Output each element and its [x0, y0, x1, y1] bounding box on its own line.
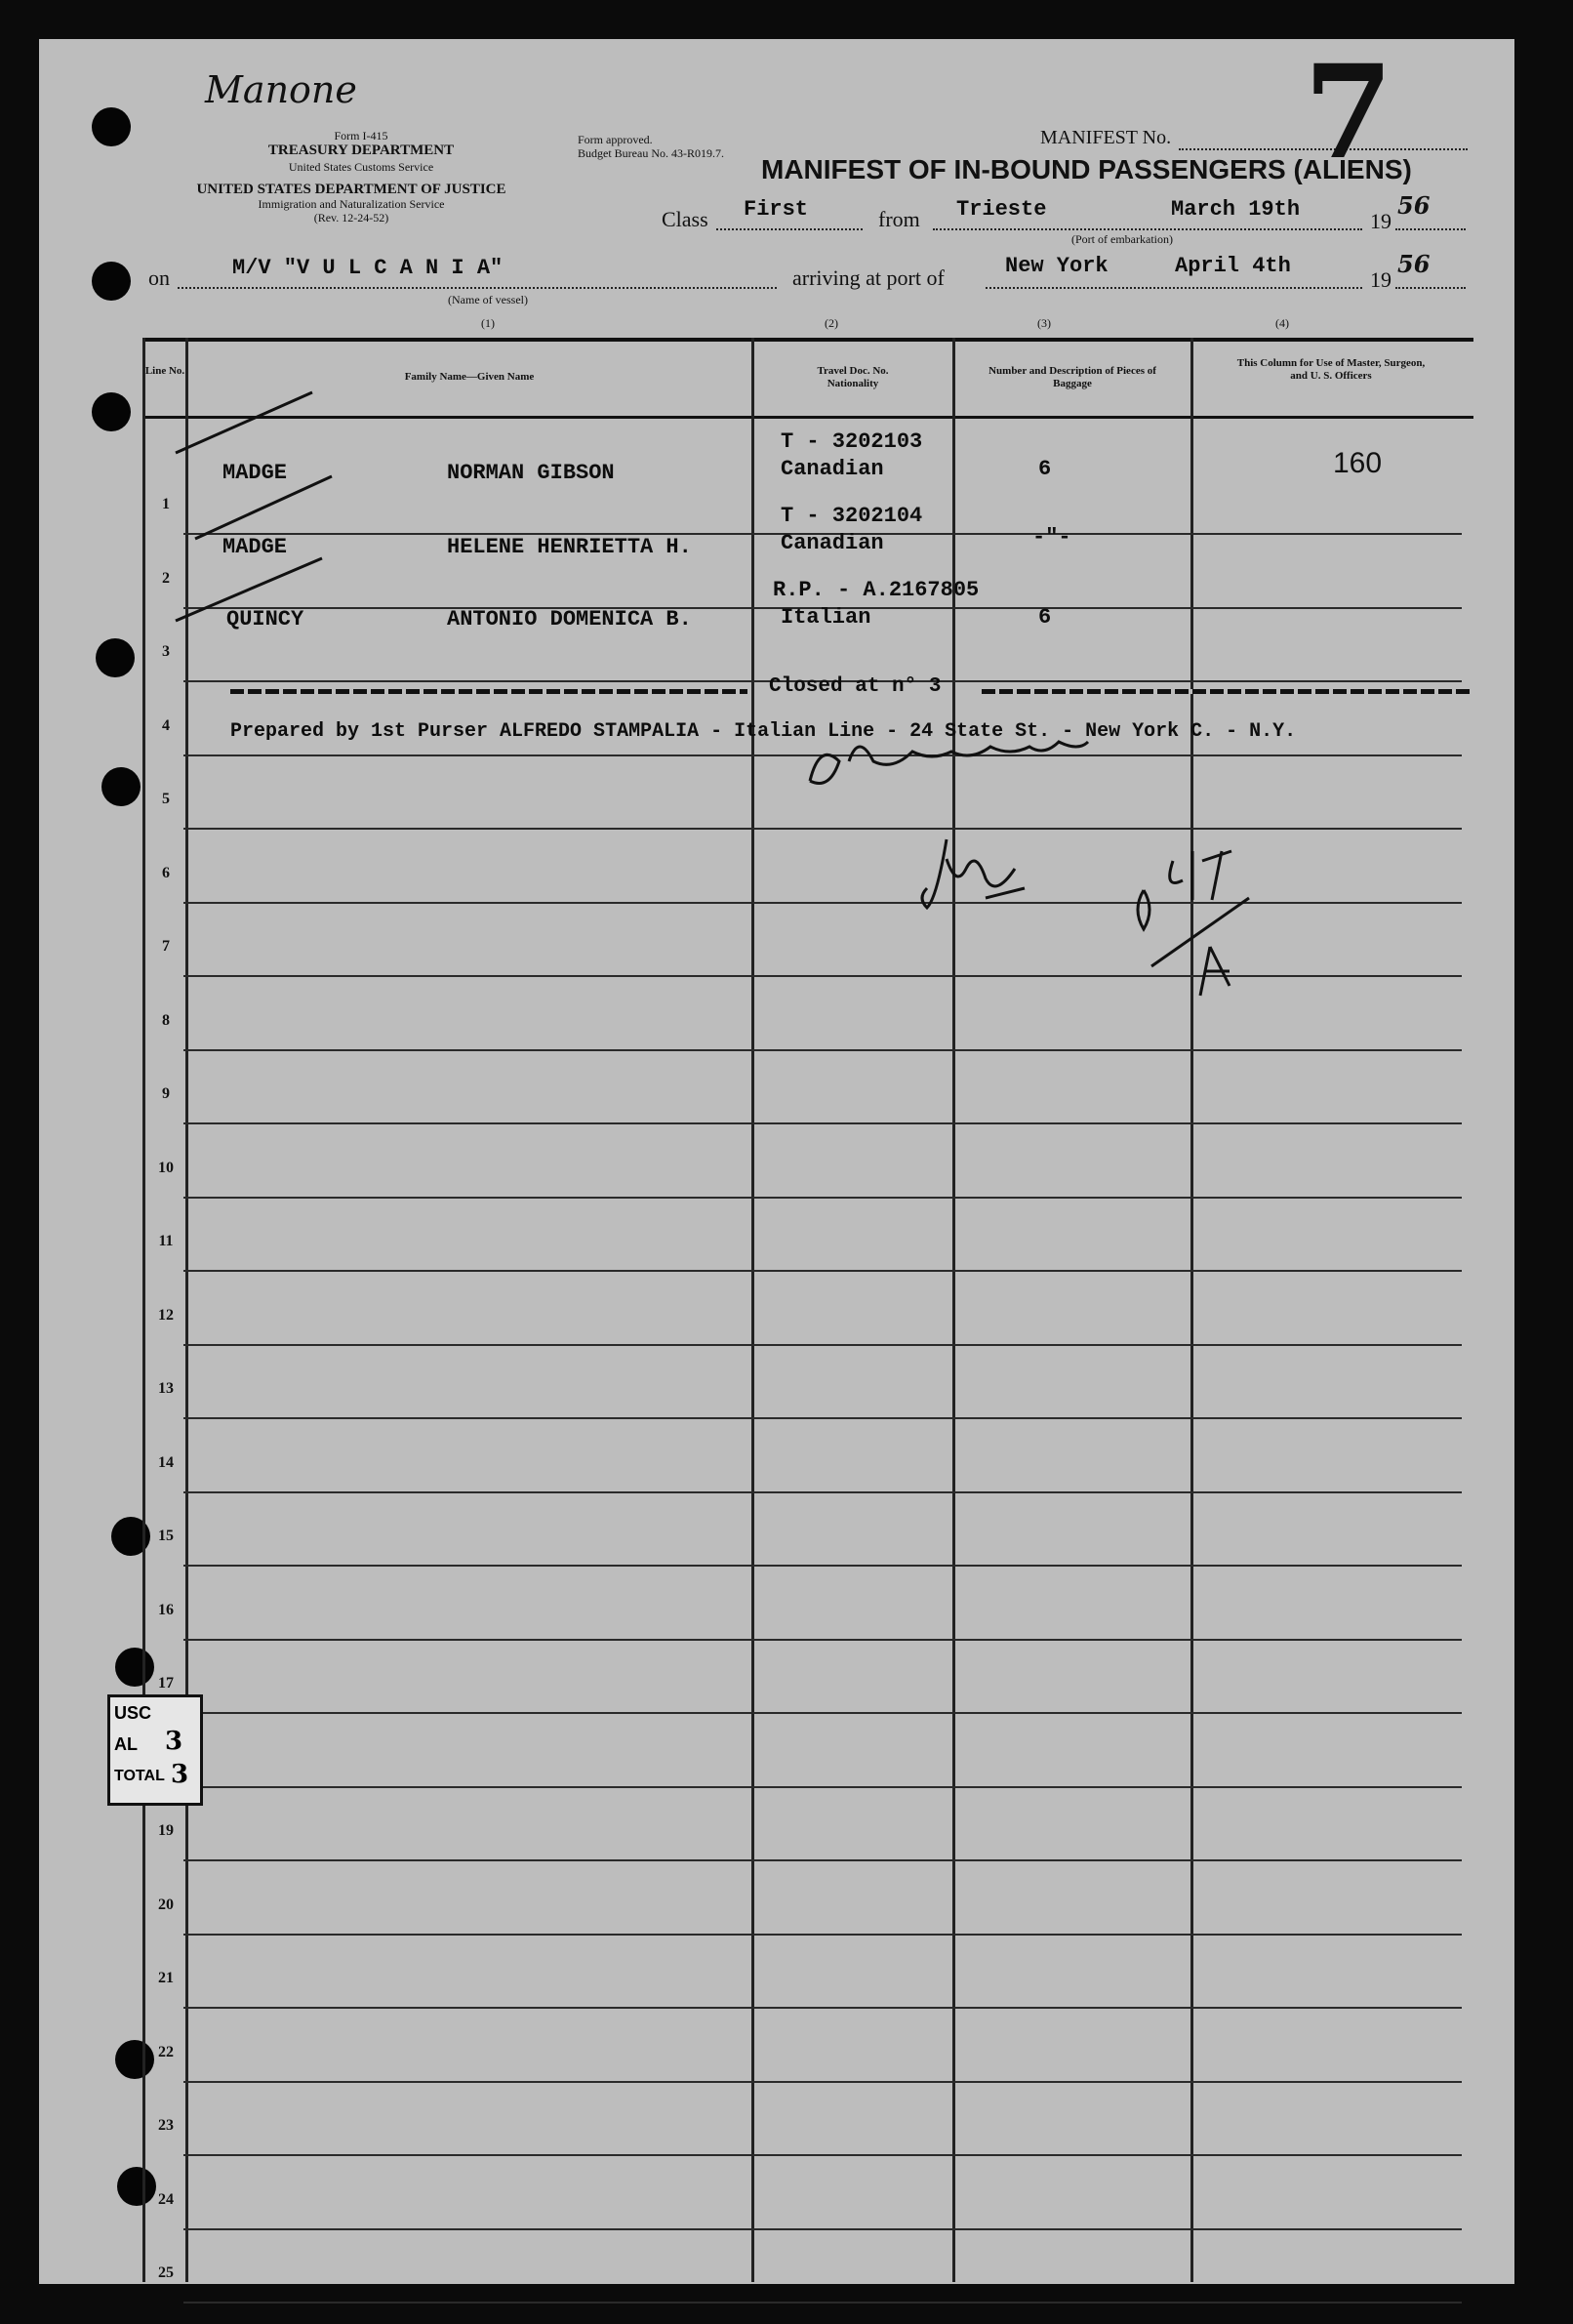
- handwritten-letter: [1200, 947, 1230, 996]
- passenger-3-doc: R.P. - A.2167805: [773, 578, 980, 602]
- line-number: 2: [162, 569, 170, 587]
- from-label: from: [878, 207, 920, 231]
- col-header-name: Family Name—Given Name: [404, 371, 535, 383]
- passenger-2-doc: T - 3202104: [781, 504, 923, 528]
- line-number: 21: [158, 1970, 174, 1986]
- strike-line-2: [195, 476, 332, 539]
- line-number: 22: [158, 2043, 174, 2060]
- line-number: 10: [158, 1159, 174, 1176]
- port-embark-caption: (Port of embarkation): [1071, 232, 1173, 246]
- from-value: Trieste: [956, 197, 1047, 222]
- revision-date: (Rev. 12-24-52): [313, 211, 389, 224]
- passenger-1-baggage: 6: [1038, 457, 1052, 481]
- line-number: 14: [158, 1453, 174, 1471]
- line-number: 13: [158, 1380, 174, 1397]
- manifest-no-label: MANIFEST No.: [1040, 127, 1172, 148]
- line-number: 15: [158, 1528, 174, 1544]
- departure-date: March 19th: [1171, 197, 1301, 222]
- col-header-travel-doc: Travel Doc. No. Nationality: [817, 365, 889, 389]
- passenger-2-family: MADGE: [222, 535, 288, 559]
- col-header-line-no: Line No.: [144, 365, 185, 377]
- signature-initials: [922, 839, 1025, 908]
- col-num-4: (4): [1275, 316, 1289, 330]
- arriving-label: arriving at port of: [792, 265, 945, 290]
- manifest-number: 7: [1304, 37, 1393, 188]
- arrival-date: April 4th: [1175, 254, 1291, 278]
- year-prefix-2: 19: [1370, 267, 1392, 292]
- passenger-2-baggage: -"-: [1032, 525, 1071, 550]
- justice-dept: UNITED STATES DEPARTMENT OF JUSTICE: [196, 182, 506, 197]
- vessel-name: M/V "V U L C A N I A": [232, 256, 504, 280]
- usc-tally-stamp: [107, 1694, 203, 1806]
- line-number: 7: [162, 938, 170, 955]
- col-num-1: (1): [481, 316, 495, 330]
- line-number: 6: [162, 864, 170, 881]
- col-num-3: (3): [1037, 316, 1051, 330]
- class-value: First: [744, 197, 809, 222]
- stamp-al-value: 3: [165, 1727, 183, 1756]
- handwritten-number: [1138, 851, 1231, 929]
- line-number: 25: [158, 2264, 174, 2281]
- passenger-2-given: HELENE HENRIETTA H.: [447, 535, 692, 559]
- handwriting-overlay: [39, 39, 1514, 2284]
- handwritten-slash: [1151, 898, 1249, 966]
- stamp-usc-label: USC: [114, 1703, 152, 1723]
- line-number: 3: [162, 643, 170, 660]
- year-1: 56: [1397, 191, 1431, 220]
- form-number: Form I-415: [334, 129, 388, 143]
- table-row: [183, 2302, 1462, 2304]
- line-number: 16: [158, 1601, 174, 1618]
- budget-bureau: Budget Bureau No. 43-R019.7.: [578, 146, 724, 160]
- line-number: 23: [158, 2117, 174, 2134]
- passenger-3-given: ANTONIO DOMENICA B.: [447, 607, 692, 632]
- line-number: 19: [158, 1822, 174, 1839]
- manifest-sheet: [39, 39, 1514, 2284]
- passenger-3-family: QUINCY: [226, 607, 304, 632]
- signature-purser: [810, 742, 1088, 784]
- treasury-dept: TREASURY DEPARTMENT: [267, 143, 455, 158]
- line-number: 12: [158, 1306, 174, 1324]
- customs-service: United States Customs Service: [288, 160, 434, 174]
- line-number: 17: [158, 1675, 174, 1692]
- manifest-title: MANIFEST OF IN-BOUND PASSENGERS (ALIENS): [761, 154, 1412, 184]
- passenger-1-doc: T - 3202103: [781, 429, 923, 454]
- col-header-officers: This Column for Use of Master, Surgeon, and U. S. Officers: [1236, 357, 1426, 382]
- ins-service: Immigration and Naturalization Service: [258, 197, 445, 211]
- strike-line-3: [176, 558, 322, 621]
- line-number: 9: [162, 1085, 170, 1102]
- form-approved: Form approved.: [578, 133, 653, 146]
- prepared-by-note: Prepared by 1st Purser ALFREDO STAMPALIA - Italian Line - 24 State St. - New York C. - N.Y.: [230, 720, 1297, 743]
- handwritten-top-note: Manone: [205, 68, 357, 111]
- line-number: 24: [158, 2190, 174, 2208]
- passenger-3-nationality: Italian: [781, 605, 871, 630]
- col-header-baggage: Number and Description of Pieces of Baggage: [988, 365, 1156, 389]
- line-number: 5: [162, 791, 170, 807]
- stamp-total-label: TOTAL: [114, 1768, 165, 1784]
- vessel-caption: (Name of vessel): [448, 293, 528, 306]
- year-2: 56: [1397, 250, 1431, 278]
- passenger-1-nationality: Canadian: [781, 457, 884, 481]
- passenger-1-family: MADGE: [222, 461, 288, 485]
- arrival-port: New York: [1005, 254, 1109, 278]
- stamp-total-value: 3: [171, 1760, 189, 1789]
- passenger-1-given: NORMAN GIBSON: [447, 461, 615, 485]
- line-number: 1: [162, 496, 170, 512]
- col-num-2: (2): [825, 316, 838, 330]
- on-label: on: [148, 265, 170, 290]
- line-number: 20: [158, 1896, 174, 1913]
- class-label: Class: [662, 207, 708, 231]
- passenger-2-nationality: Canadian: [781, 531, 884, 555]
- passenger-1-officer-note: 160: [1333, 447, 1383, 479]
- line-number: 11: [158, 1233, 174, 1249]
- passenger-3-baggage: 6: [1038, 605, 1052, 630]
- stamp-al-label: AL: [114, 1734, 138, 1754]
- strike-line-1: [176, 392, 312, 453]
- line-number: 8: [162, 1011, 170, 1029]
- closed-note: Closed at n° 3: [769, 675, 942, 698]
- line-number: 4: [162, 716, 170, 734]
- year-prefix-1: 19: [1370, 209, 1392, 233]
